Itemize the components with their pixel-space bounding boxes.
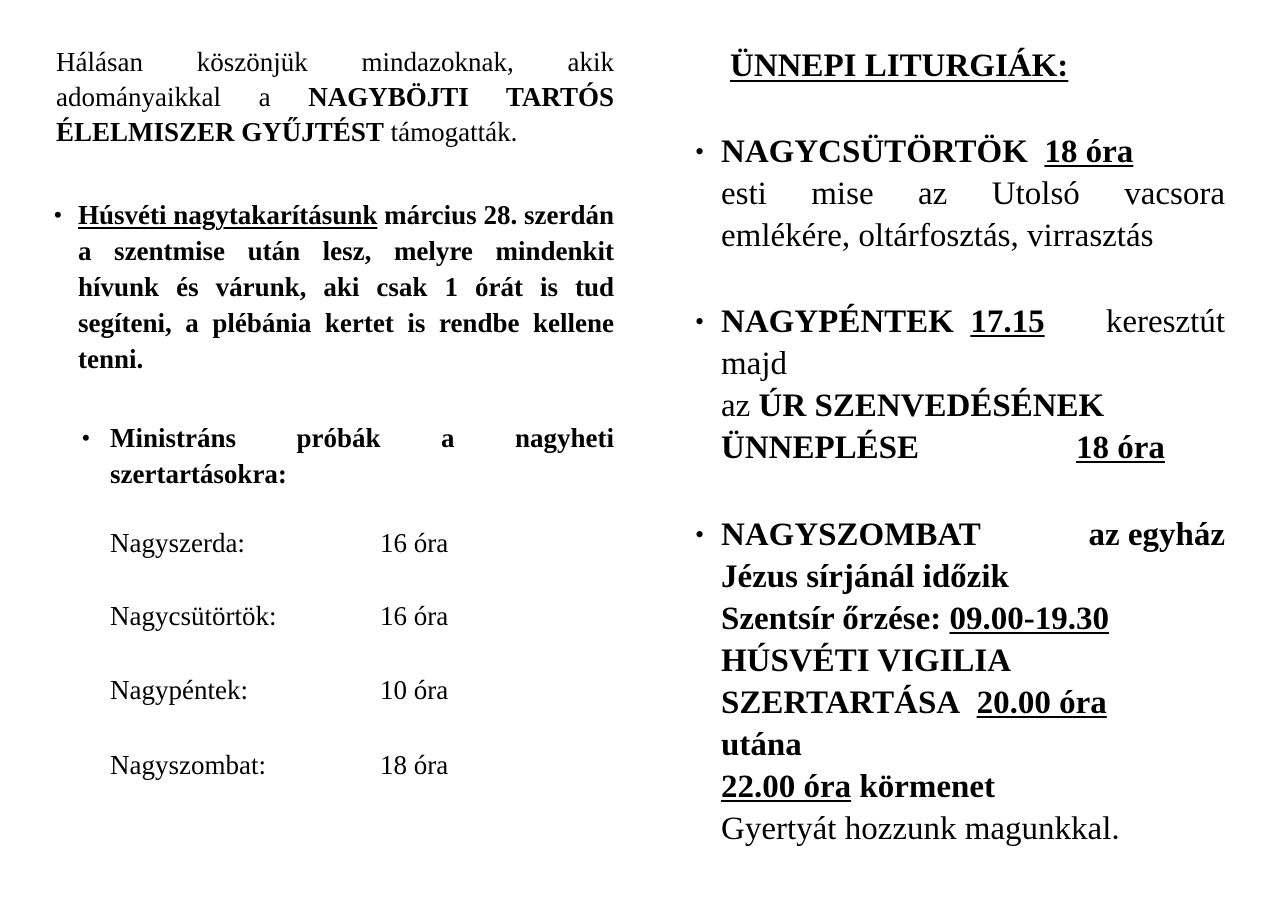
bullet-icon: • bbox=[695, 307, 705, 336]
schedule-day: Nagycsütörtök: bbox=[110, 601, 277, 631]
ministrant-title: Ministráns próbák a nagyheti szertartásokra: bbox=[110, 423, 614, 489]
thursday-line: esti mise az Utolsó vacsora bbox=[721, 176, 1225, 212]
saturday-line: Szentsír őrzése: bbox=[721, 601, 950, 637]
saturday-name: NAGYSZOMBAT bbox=[721, 517, 981, 553]
cleaning-title: Húsvéti nagytakarításunk bbox=[78, 200, 378, 230]
thanks-text: Hálásan köszönjük mindazoknak, akik adományaikkal a bbox=[56, 47, 614, 112]
saturday-line: utána bbox=[721, 727, 802, 763]
thanks-paragraph bbox=[56, 45, 614, 150]
saturday-time: 20.00 óra bbox=[976, 685, 1107, 721]
friday-time: 17.15 bbox=[970, 304, 1045, 340]
cleaning-notice bbox=[56, 197, 614, 377]
friday-name: NAGYPÉNTEK bbox=[721, 304, 954, 340]
saturday-time: 09.00-19.30 bbox=[949, 601, 1109, 637]
food-collection-title: NAGYBÖJTI TARTÓS ÉLELMISZER GYŰJTÉST bbox=[56, 82, 614, 147]
friday-time-2: 18 óra bbox=[1076, 430, 1165, 466]
thursday-time: 18 óra bbox=[1044, 134, 1134, 170]
saturday-time: 22.00 óra bbox=[721, 769, 852, 805]
friday-line: keresztút bbox=[1105, 304, 1225, 340]
bullet-icon: • bbox=[695, 137, 705, 166]
friday-line: ÜNNEPLÉSE bbox=[721, 430, 920, 466]
friday-block bbox=[695, 301, 1225, 469]
schedule-time: 16 óra bbox=[380, 528, 449, 558]
friday-line: az bbox=[721, 388, 759, 424]
schedule-day: Nagypéntek: bbox=[110, 675, 248, 705]
saturday-line: az egyház bbox=[1088, 517, 1225, 553]
liturgies-heading: ÜNNEPI LITURGIÁK: bbox=[730, 48, 1069, 84]
saturday-line: Gyertyát hozzunk magunkkal. bbox=[721, 811, 1120, 847]
saturday-line: Jézus sírjánál időzik bbox=[721, 559, 1009, 595]
schedule-day: Nagyszombat: bbox=[110, 750, 266, 780]
schedule-time: 10 óra bbox=[380, 675, 449, 705]
friday-line-bold: ÚR SZENVEDÉSÉNEK bbox=[758, 388, 1105, 424]
saturday-block bbox=[695, 514, 1225, 850]
saturday-line: HÚSVÉTI VIGILIA bbox=[721, 643, 1012, 679]
bullet-icon: • bbox=[54, 202, 62, 227]
ministrant-notice bbox=[82, 420, 614, 492]
bullet-icon: • bbox=[82, 425, 90, 450]
schedule-time: 16 óra bbox=[380, 601, 449, 631]
saturday-line: körmenet bbox=[851, 769, 996, 805]
schedule-day: Nagyszerda: bbox=[110, 528, 245, 558]
thanks-text-end: támogatták. bbox=[383, 117, 518, 147]
cleaning-text: március 28. szerdán a szentmise után lesz, melyre mindenkit hívunk és várunk, aki csak 1 órát is tud segíteni, a plébánia kertet is rendbe kellene tenni. bbox=[78, 200, 614, 374]
schedule-time: 18 óra bbox=[380, 750, 449, 780]
friday-line: majd bbox=[721, 346, 787, 382]
thursday-name: NAGYCSÜTÖRTÖK bbox=[721, 134, 1028, 170]
saturday-line: SZERTARTÁSA bbox=[721, 685, 961, 721]
bullet-icon: • bbox=[695, 520, 705, 549]
thursday-line: emlékére, oltárfosztás, virrasztás bbox=[721, 218, 1154, 254]
thursday-block bbox=[695, 131, 1225, 257]
